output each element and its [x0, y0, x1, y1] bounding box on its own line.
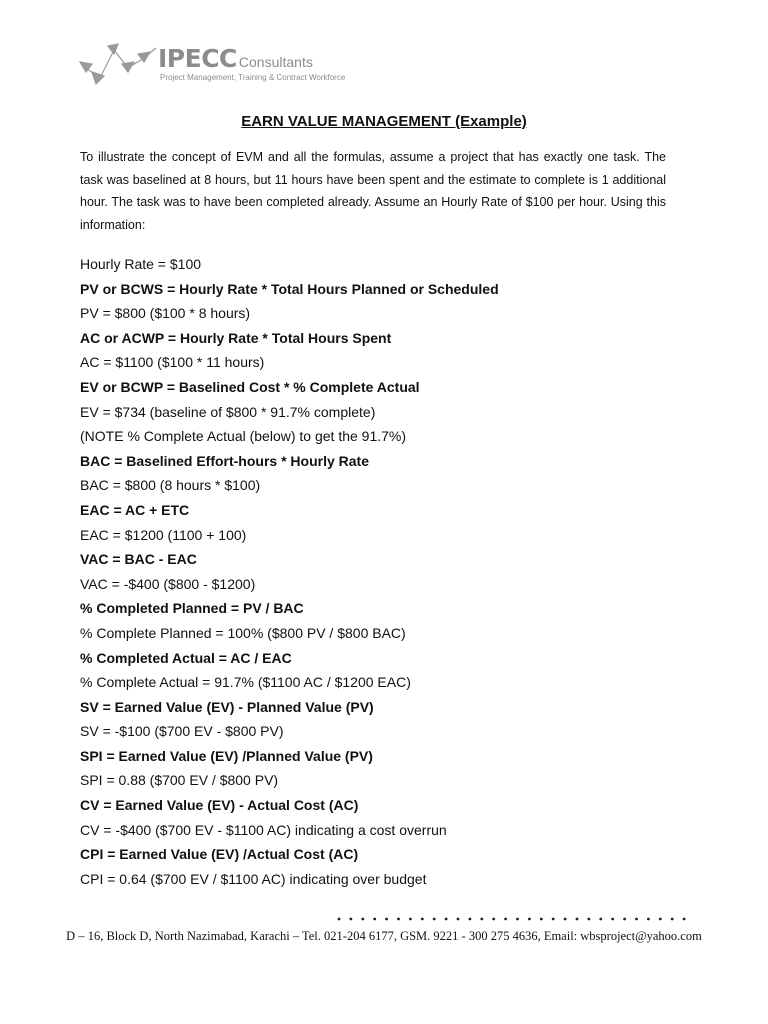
separator-dot [492, 918, 495, 921]
separator-dot [445, 918, 448, 921]
formula-line: % Completed Planned = PV / BAC [80, 600, 304, 617]
formula-line: VAC = BAC - EAC [80, 551, 197, 568]
value-line: Hourly Rate = $100 [80, 256, 202, 272]
arrows-network-logo-icon [78, 42, 158, 88]
footer-address: D – 16, Block D, North Nazimabad, Karachi – Tel. 021-204 6177, GSM. 9221 - 300 275 4636, Email: wbsproject@yahoo.com [66, 929, 702, 943]
separator-dot [564, 918, 567, 921]
separator-dot [338, 918, 341, 921]
formula-line: BAC = Baselined Effort-hours * Hourly Rate [80, 452, 369, 469]
value-line: SPI = 0.88 ($700 EV / $800 PV) [80, 772, 279, 789]
formula-line: EV or BCWP = Baselined Cost * % Complete Actual [80, 378, 420, 395]
value-line: EAC = $1200 (1100 + 100) [80, 526, 247, 543]
value-line: (NOTE % Complete Actual (below) to get the 91.7%) [80, 428, 407, 445]
separator-dot [671, 918, 674, 921]
separator-dot [480, 918, 483, 921]
formula-line: SPI = Earned Value (EV) /Planned Value (PV) [80, 747, 373, 764]
separator-dot [623, 918, 626, 921]
value-line: BAC = $800 (8 hours * $100) [80, 477, 261, 494]
value-line: SV = -$100 ($700 EV - $800 PV) [80, 723, 284, 740]
separator-dot [683, 918, 686, 921]
separator-dot [433, 918, 436, 921]
formula-line: AC or ACWP = Hourly Rate * Total Hours Spent [80, 329, 392, 346]
separator-dot [659, 918, 662, 921]
separator-dot [516, 918, 519, 921]
formula-list [80, 252, 499, 891]
separator-dot [647, 918, 650, 921]
value-line: VAC = -$400 ($800 - $1200) [80, 575, 256, 592]
separator-dot [457, 918, 460, 921]
brand-suffix: Consultants [238, 54, 313, 70]
value-line: CV = -$400 ($700 EV - $1100 AC) indicating a cost overrun [80, 821, 447, 838]
formula-line: EAC = AC + ETC [80, 501, 190, 518]
brand [158, 44, 313, 73]
tagline: Project Management, Training & Contract Workforce [160, 73, 346, 82]
separator-dot [350, 918, 353, 921]
separator-dot [397, 918, 400, 921]
value-line: % Complete Actual = 91.7% ($1100 AC / $1200 EAC) [80, 674, 411, 691]
formula-line: CPI = Earned Value (EV) /Actual Cost (AC) [80, 846, 359, 863]
separator-dot [409, 918, 412, 921]
separator-dot [599, 918, 602, 921]
separator-dot [611, 918, 614, 921]
separator-dot [528, 918, 531, 921]
separator-dot [635, 918, 638, 921]
separator-dot [552, 918, 555, 921]
separator-dot [361, 918, 364, 921]
letterhead [78, 42, 398, 88]
separator-dot [469, 918, 472, 921]
value-line: PV = $800 ($100 * 8 hours) [80, 305, 251, 322]
value-line: % Complete Planned = 100% ($800 PV / $800 BAC) [80, 624, 406, 641]
dotted-separator [336, 914, 688, 924]
separator-dot [588, 918, 591, 921]
value-line: CPI = 0.64 ($700 EV / $1100 AC) indicating over budget [80, 870, 427, 887]
formula-line: PV or BCWS = Hourly Rate * Total Hours Planned or Scheduled [80, 280, 499, 297]
formula-line: CV = Earned Value (EV) - Actual Cost (AC) [80, 797, 359, 814]
separator-dot [504, 918, 507, 921]
separator-dot [421, 918, 424, 921]
formula-line: % Completed Actual = AC / EAC [80, 649, 292, 666]
separator-dot [385, 918, 388, 921]
value-line: EV = $734 (baseline of $800 * 91.7% complete) [80, 403, 376, 420]
value-line: AC = $1100 ($100 * 11 hours) [80, 354, 265, 371]
separator-dot [576, 918, 579, 921]
brand-name: IPECC [158, 44, 237, 73]
intro-paragraph: To illustrate the concept of EVM and all the formulas, assume a project that has exactly one task. The task was baselined at 8 hours, but 11 hours have been spent and the estimate to complete is 1 additional hour. The task was to have been completed already. Assume an Hourly Rate of $100 per hour. Using this information: [80, 150, 666, 232]
separator-dot [373, 918, 376, 921]
document-title: EARN VALUE MANAGEMENT (Example) [241, 113, 527, 130]
separator-dot [540, 918, 543, 921]
formula-line: SV = Earned Value (EV) - Planned Value (PV) [80, 698, 374, 715]
